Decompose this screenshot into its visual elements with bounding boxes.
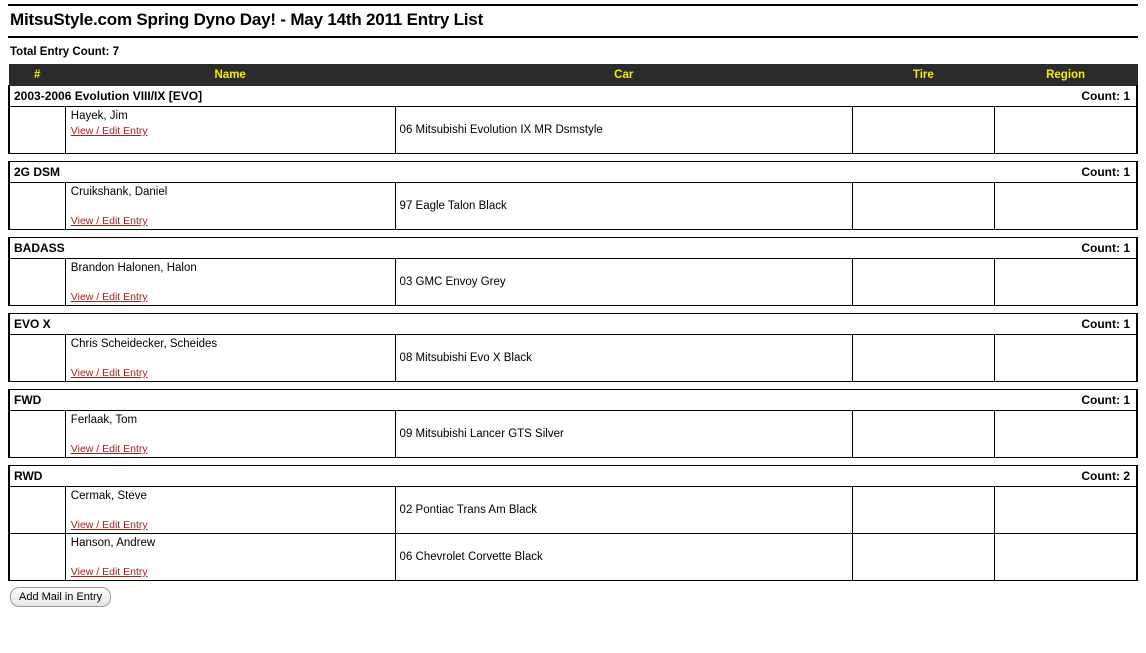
footer-actions [8, 581, 1138, 607]
entry-name: Cruikshank, Daniel [70, 186, 168, 198]
view-edit-entry-link[interactable]: View / Edit Entry [70, 291, 148, 303]
table-row [9, 335, 1137, 382]
entry-tire [852, 335, 994, 382]
group-spacer [9, 306, 1137, 314]
entry-car: 06 Chevrolet Corvette Black [399, 551, 543, 563]
entry-name: Cermak, Steve [70, 490, 147, 502]
entry-car-cell [395, 183, 852, 230]
entry-car: 97 Eagle Talon Black [399, 200, 507, 212]
entry-name-cell [65, 183, 395, 230]
entry-car: 02 Pontiac Trans Am Black [399, 504, 537, 516]
entry-name-cell [65, 259, 395, 306]
entry-tire [852, 487, 994, 534]
entry-car: 09 Mitsubishi Lancer GTS Silver [399, 428, 564, 440]
entry-car-cell [395, 259, 852, 306]
table-body [9, 86, 1137, 581]
entry-car-cell [395, 487, 852, 534]
view-edit-entry-link[interactable]: View / Edit Entry [70, 519, 148, 531]
group-name: RWD [14, 469, 43, 483]
entry-tire [852, 259, 994, 306]
entry-car-cell [395, 411, 852, 458]
entry-tire [852, 183, 994, 230]
table-row [9, 411, 1137, 458]
entry-tire [852, 534, 994, 581]
view-edit-entry-link[interactable]: View / Edit Entry [70, 215, 148, 227]
group-name: EVO X [14, 317, 51, 331]
group-name: 2003-2006 Evolution VIII/IX [EVO] [14, 89, 203, 103]
entry-tire [852, 107, 994, 154]
view-edit-entry-link[interactable]: View / Edit Entry [70, 367, 148, 379]
column-header-region[interactable]: Region [994, 65, 1137, 86]
entry-car-cell [395, 335, 852, 382]
group-header-row [9, 86, 1137, 107]
entry-number [9, 183, 65, 230]
group-name: 2G DSM [14, 165, 61, 179]
entry-name-cell [65, 487, 395, 534]
entry-car: 06 Mitsubishi Evolution IX MR Dsmstyle [399, 124, 603, 136]
entry-car-cell [395, 534, 852, 581]
column-header-tire[interactable]: Tire [852, 65, 994, 86]
entry-region [994, 411, 1137, 458]
entry-number [9, 487, 65, 534]
entry-name: Hanson, Andrew [70, 537, 156, 549]
entry-name-cell [65, 107, 395, 154]
group-spacer [9, 458, 1137, 466]
group-header-row [9, 162, 1137, 183]
entry-region [994, 335, 1137, 382]
entry-name: Hayek, Jim [70, 110, 128, 122]
entry-region [994, 534, 1137, 581]
entry-number [9, 534, 65, 581]
column-header-name[interactable]: Name [65, 65, 395, 86]
group-count: Count: 1 [1081, 241, 1130, 255]
entry-name-cell [65, 411, 395, 458]
table-row [9, 487, 1137, 534]
table-header-row [9, 65, 1137, 86]
entry-car: 08 Mitsubishi Evo X Black [399, 352, 532, 364]
entry-number [9, 259, 65, 306]
group-spacer [9, 230, 1137, 238]
column-header-car[interactable]: Car [395, 65, 852, 86]
group-header-row [9, 390, 1137, 411]
entry-name-cell [65, 534, 395, 581]
view-edit-entry-link[interactable]: View / Edit Entry [70, 443, 148, 455]
add-mail-in-entry-button[interactable]: Add Mail in Entry [10, 587, 111, 607]
group-count: Count: 1 [1081, 393, 1130, 407]
entry-list-page [0, 4, 1146, 607]
entry-name: Ferlaak, Tom [70, 414, 138, 426]
group-spacer [9, 382, 1137, 390]
entry-number [9, 411, 65, 458]
entry-list-table [8, 64, 1138, 581]
entry-name: Chris Scheidecker, Scheides [70, 338, 218, 350]
entry-name-cell [65, 335, 395, 382]
group-count: Count: 2 [1081, 469, 1130, 483]
entry-number [9, 335, 65, 382]
table-row [9, 534, 1137, 581]
entry-number [9, 107, 65, 154]
group-header-row [9, 466, 1137, 487]
entry-region [994, 183, 1137, 230]
total-entry-count: Total Entry Count: 7 [10, 46, 120, 58]
title-bottom-divider [8, 36, 1138, 38]
group-count: Count: 1 [1081, 317, 1130, 331]
view-edit-entry-link[interactable]: View / Edit Entry [70, 125, 148, 137]
entry-region [994, 259, 1137, 306]
group-name: BADASS [14, 241, 65, 255]
group-name: FWD [14, 393, 42, 407]
page-title: MitsuStyle.com Spring Dyno Day! - May 14th 2011 Entry List [10, 10, 484, 29]
view-edit-entry-link[interactable]: View / Edit Entry [70, 566, 148, 578]
entry-region [994, 107, 1137, 154]
column-header-number[interactable]: # [9, 65, 65, 86]
entry-region [994, 487, 1137, 534]
entry-car-cell [395, 107, 852, 154]
entry-car: 03 GMC Envoy Grey [399, 276, 506, 288]
table-row [9, 259, 1137, 306]
table-row [9, 183, 1137, 230]
group-spacer [9, 154, 1137, 162]
group-header-row [9, 314, 1137, 335]
table-row [9, 107, 1137, 154]
group-count: Count: 1 [1081, 89, 1130, 103]
group-header-row [9, 238, 1137, 259]
entry-name: Brandon Halonen, Halon [70, 262, 197, 274]
group-count: Count: 1 [1081, 165, 1130, 179]
entry-tire [852, 411, 994, 458]
